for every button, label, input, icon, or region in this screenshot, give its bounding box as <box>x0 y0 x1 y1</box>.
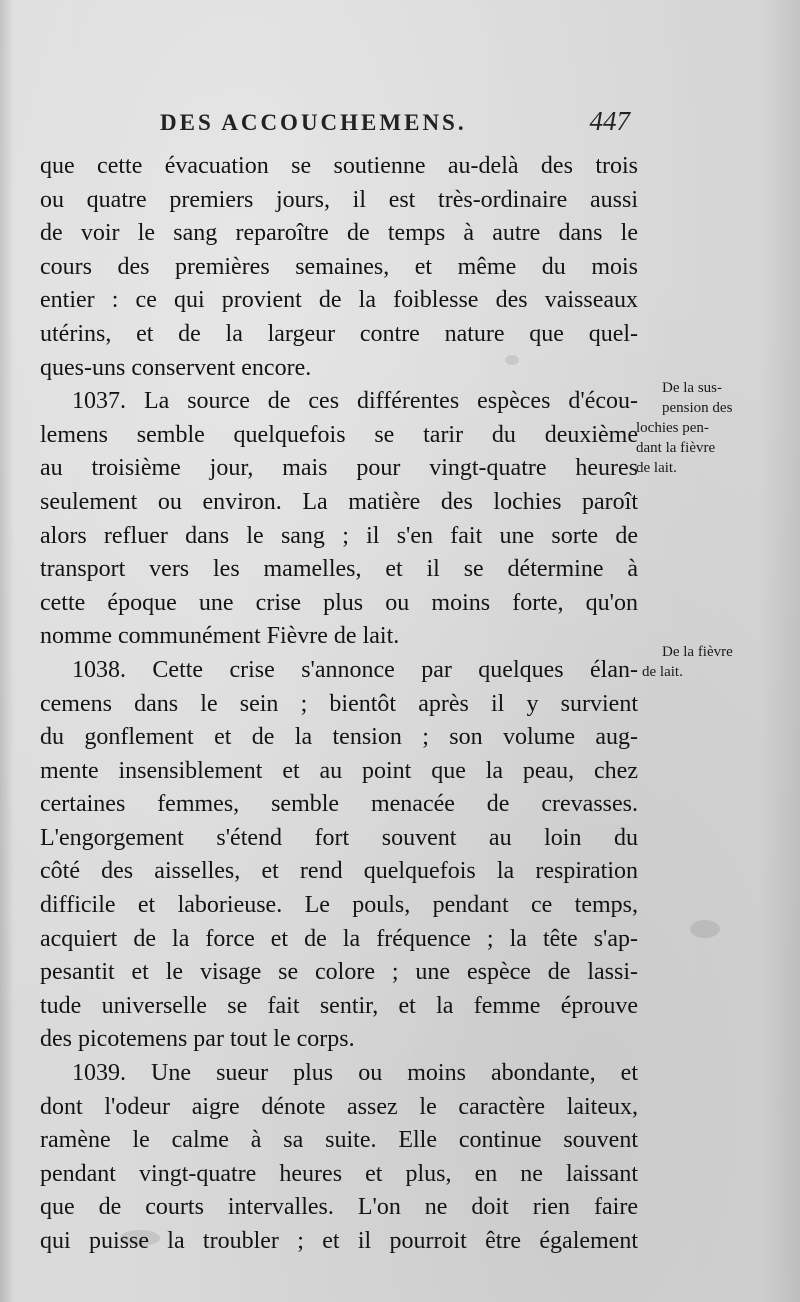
text-line: cemens dans le sein ; bientôt après il y survient <box>40 690 638 717</box>
running-title: DES ACCOUCHEMENS. <box>160 110 467 135</box>
text-line: des picotemens par tout le corps. <box>40 1026 355 1053</box>
text-line: cette époque une crise plus ou moins forte, qu'on <box>40 589 638 616</box>
text-line: ramène le calme à sa suite. Elle continue souvent <box>40 1127 638 1154</box>
margin-note-suspension-lochies <box>636 378 786 478</box>
paragraph-1038-start: 1038. Cette crise s'annonce par quelques élan- <box>72 656 638 683</box>
text-line: L'engorgement s'étend fort souvent au loin du <box>40 824 638 851</box>
body-text <box>40 150 638 1259</box>
text-line: acquiert de la force et de la fréquence ; la tête s'ap- <box>40 925 638 952</box>
margin-note-line: dant la fièvre <box>636 440 716 456</box>
margin-note-line: de lait. <box>642 664 683 680</box>
page-number: 447 <box>589 106 630 136</box>
paragraph-1039-start: 1039. Une sueur plus ou moins abondante, et <box>72 1060 638 1087</box>
text-line: seulement ou environ. La matière des lochies paroît <box>40 488 638 515</box>
margin-note-fievre-de-lait <box>636 642 786 682</box>
margin-note-line: De la sus- <box>662 380 722 396</box>
text-line: au troisième jour, mais pour vingt-quatre heures <box>40 455 638 482</box>
text-line: nomme communément Fièvre de lait. <box>40 623 400 650</box>
text-line: difficile et laborieuse. Le pouls, pendant ce temps, <box>40 892 638 919</box>
text-line: du gonflement et de la tension ; son volume aug- <box>40 724 638 751</box>
text-line: lemens semble quelquefois se tarir du deuxième <box>40 421 638 448</box>
paragraph-1037-start: 1037. La source de ces différentes espèces d'écou- <box>72 388 638 415</box>
text-line: de voir le sang reparoître de temps à autre dans le <box>40 220 638 247</box>
margin-note-line: pension des <box>662 400 733 416</box>
margin-note-line: lochies pen- <box>636 420 709 436</box>
margin-note-line: De la fièvre <box>662 644 733 660</box>
text-line: côté des aisselles, et rend quelquefois la respiration <box>40 858 638 885</box>
text-line: cours des premières semaines, et même du mois <box>40 253 638 280</box>
text-line: ques-uns conservent encore. <box>40 354 312 381</box>
margin-note-line: de lait. <box>636 460 677 476</box>
text-line: qui puisse la troubler ; et il pourroit être également <box>40 1228 638 1254</box>
text-line: certaines femmes, semble menacée de crevasses. <box>40 791 638 818</box>
text-line: utérins, et de la largeur contre nature que quel- <box>40 320 638 347</box>
text-line: ou quatre premiers jours, il est très-ordinaire aussi <box>40 186 638 213</box>
text-line: transport vers les mamelles, et il se détermine à <box>40 556 638 583</box>
text-line: mente insensiblement et au point que la peau, chez <box>40 757 638 784</box>
text-line: entier : ce qui provient de la foiblesse des vaisseaux <box>40 287 638 314</box>
text-line: pesantit et le visage se colore ; une espèce de lassi- <box>40 959 638 986</box>
text-line: alors refluer dans le sang ; il s'en fait une sorte de <box>40 522 638 549</box>
text-line: que de courts intervalles. L'on ne doit rien faire <box>40 1194 638 1221</box>
text-line: que cette évacuation se soutienne au-delà des trois <box>40 153 638 179</box>
paper-stain <box>690 920 720 938</box>
text-line: tude universelle se fait sentir, et la femme éprouve <box>40 992 638 1019</box>
text-line: dont l'odeur aigre dénote assez le caractère laiteux, <box>40 1093 638 1120</box>
text-line: pendant vingt-quatre heures et plus, en ne laissant <box>40 1160 638 1187</box>
page-header <box>160 106 630 142</box>
